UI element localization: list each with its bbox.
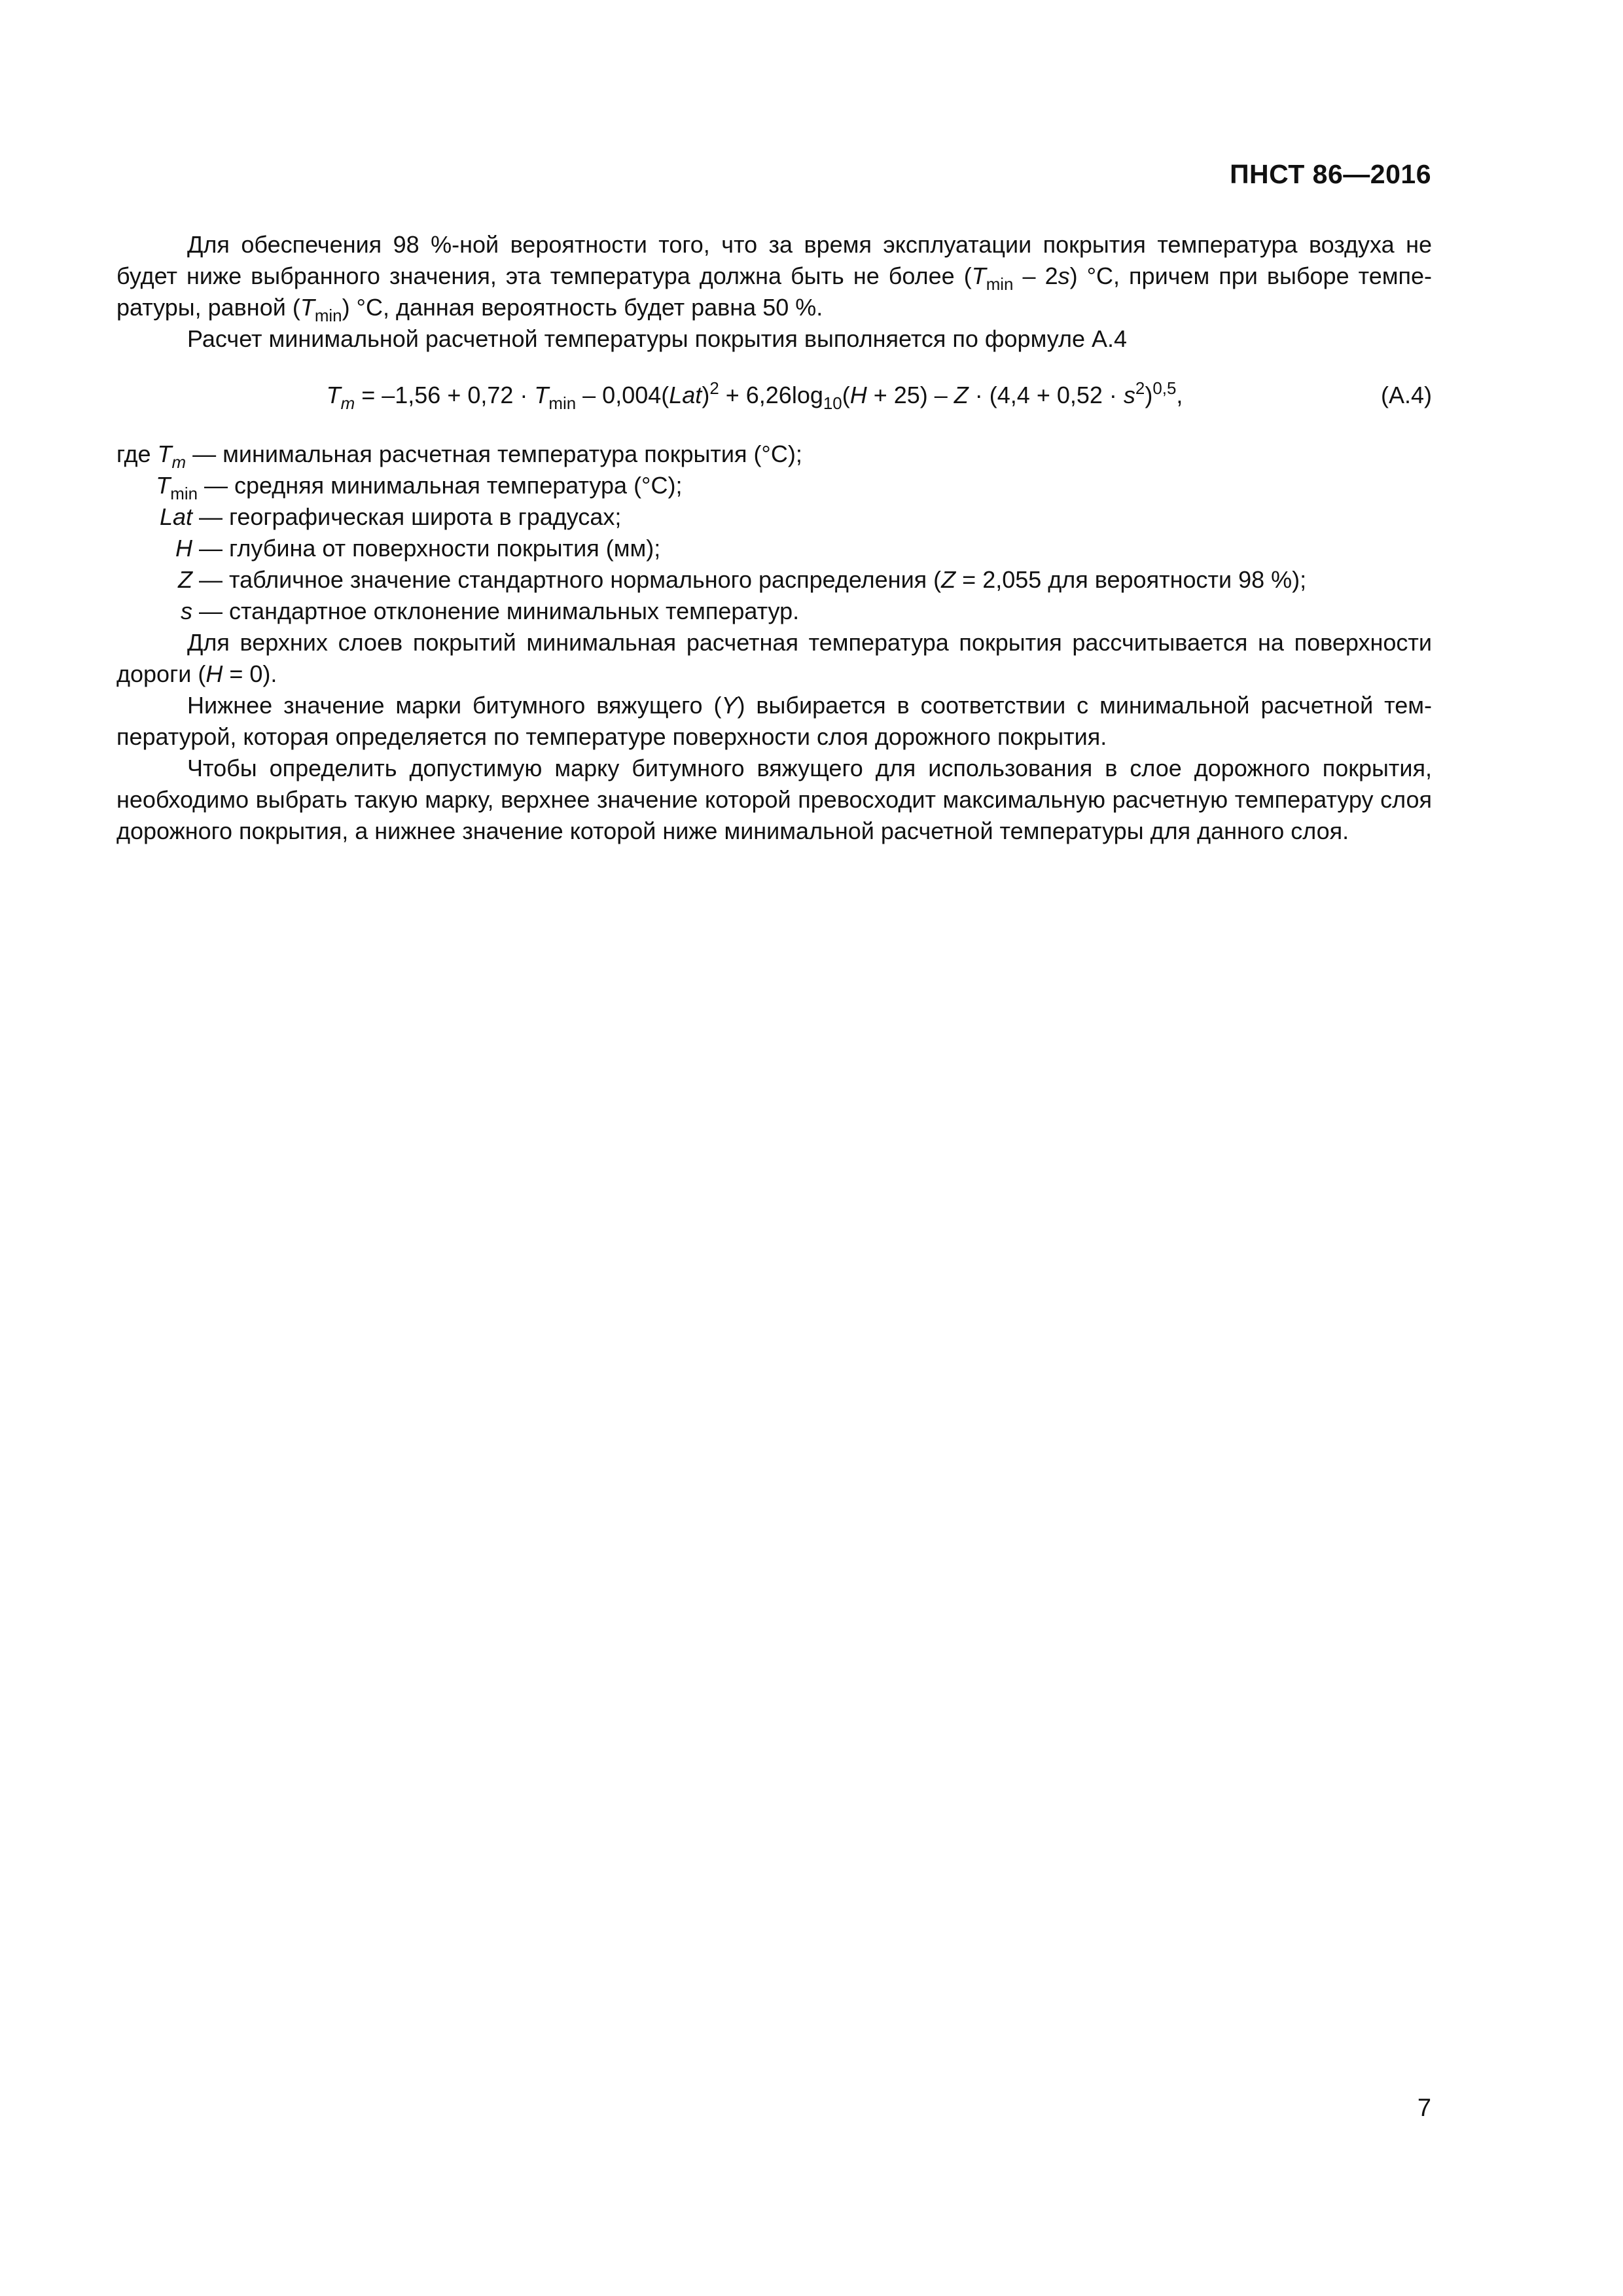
paragraph-upper-layers: Для верхних слоев покрытий минимальная расчетная температура покрытия рассчитывается на поверхности дороги (H = 0).	[116, 629, 1432, 687]
paragraph-lower-grade: Нижнее значение марки битумного вяжущего (Y) выбирается в соответствии с минимальной расчетной температурой, которая определяется по температуре поверхности слоя дорожного покрытия.	[116, 692, 1432, 750]
where-item-tmin: $T_{min}$ — средняя минимальная температура (°C);	[156, 472, 683, 503]
where-item-s: s — стандартное отклонение минимальных температур.	[181, 598, 800, 624]
where-item-tm: где $T_m$ — минимальная расчетная температура покрытия (°C);	[116, 440, 802, 472]
formula-expression: $T_m = -1,56 + 0,72 \cdot T_{min} - 0,004(Lat)^2 + 6,26\log_{10}(H + 25) - Z \cdot (4,4 + 0,52 \cdot s^2)^{0,5}$,	[326, 380, 1183, 413]
formula-number: (А.4)	[1380, 382, 1432, 408]
paragraph-formula-intro: Расчет минимальной расчетной температуры покрытия выполняется по формуле А.4	[187, 325, 1128, 352]
where-item-h: H — глубина от поверхности покрытия (мм);	[175, 535, 661, 562]
page-number: 7	[1417, 2094, 1431, 2122]
where-item-lat: Lat — географическая широта в градусах;	[159, 503, 622, 530]
document-number: ПНСТ 86—2016	[1230, 159, 1431, 189]
page-body	[116, 229, 1432, 847]
formula-a4	[116, 355, 1432, 439]
paragraph-grade-selection: Чтобы определить допустимую марку битумного вяжущего для использования в слое дорожного покрытия, необходимо выбрать такую марку, верхнее значение которой превосходит максимальную расчетную температуру слоя дорожного покрытия, а нижнее значение которой ниже минимальной расчетной температуры для данного слоя.	[116, 755, 1432, 844]
paragraph-probability: Для обеспечения 98 %-ной вероятности того, что за время эксплуатации покрытия температура воздуха не будет ниже выбранного значения, эта температура должна быть не более $(T_{min} - 2s)$ °C, причем при выборе температуры, равной $(T_{min})$ °C, данная вероятность будет равна 50 %.	[116, 231, 1432, 325]
where-item-z: Z — табличное значение стандартного нормального распределения (Z = 2,055 для вероятности 98 %);	[178, 566, 1307, 593]
